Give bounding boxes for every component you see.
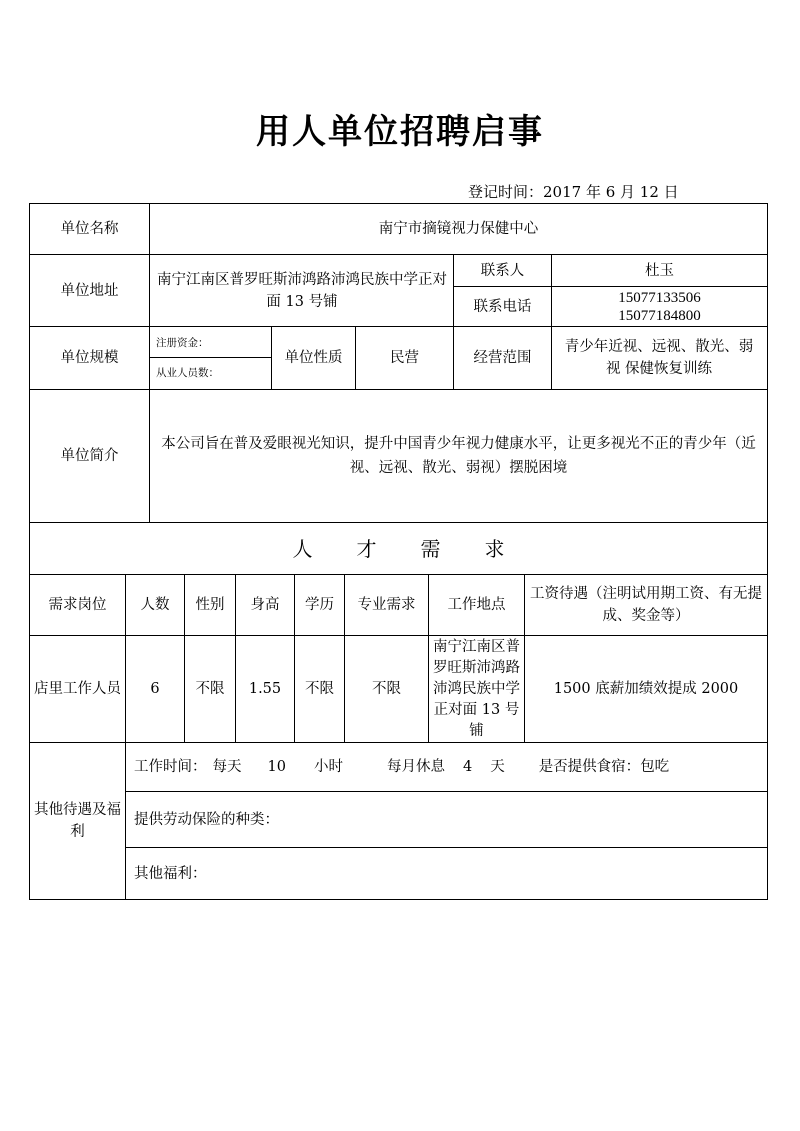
row-position: 店里工作人员 <box>34 681 121 697</box>
row-major: 不限 <box>372 681 401 697</box>
meals-label: 是否提供食宿： <box>538 759 641 775</box>
contact-value: 杜玉 <box>645 262 674 279</box>
company-address-label: 单位地址 <box>60 282 119 299</box>
talent-heading-char: 需 <box>420 536 441 561</box>
page-title: 用人单位招聘启事 <box>256 112 544 152</box>
row-count: 6 <box>150 681 160 697</box>
meals-value: 包吃 <box>640 759 670 775</box>
company-nature-label: 单位性质 <box>284 350 343 366</box>
header-major: 专业需求 <box>357 597 416 613</box>
row-gender: 不限 <box>195 681 225 697</box>
work-time-label: 工作时间： <box>134 759 207 775</box>
row-salary: 1500 底薪加绩效提成 2000 <box>553 681 739 697</box>
talent-heading-char: 才 <box>356 536 377 561</box>
phone-values <box>552 287 767 326</box>
daily-hours: 10 <box>267 759 286 775</box>
employee-count-label: 从业人员数： <box>156 367 219 379</box>
company-name-value: 南宁市摘镜视力保健中心 <box>378 221 539 237</box>
header-count: 人数 <box>140 597 170 613</box>
company-scale-label: 单位规模 <box>60 350 119 366</box>
company-address-value: 南宁江南区普罗旺斯沛鸿路沛鸿民族中学正对面 13 号铺 <box>157 271 447 310</box>
monthly-days: 4 <box>462 759 473 775</box>
business-scope-value: 青少年近视、远视、散光、弱视 保健恢复训练 <box>564 339 754 377</box>
row-education: 不限 <box>305 681 334 697</box>
talent-demand-heading <box>30 523 767 574</box>
header-height: 身高 <box>250 597 280 613</box>
daily-unit: 小时 <box>313 759 343 775</box>
business-scope-label: 经营范围 <box>473 350 532 366</box>
row-location: 南宁江南区普罗旺斯沛鸿路沛鸿民族中学正对面 13 号铺 <box>433 638 520 739</box>
header-position: 需求岗位 <box>48 597 107 613</box>
company-nature-value: 民营 <box>390 350 419 366</box>
company-intro-label: 单位简介 <box>60 448 119 464</box>
registered-capital-label: 注册资金： <box>156 337 209 349</box>
header-gender: 性别 <box>195 597 225 613</box>
monthly-unit: 天 <box>490 759 505 775</box>
phone-number-1: 15077133506 <box>618 289 701 306</box>
other-benefits-label: 其他福利： <box>134 865 207 882</box>
monthly-prefix: 每月休息 <box>386 759 445 775</box>
talent-heading-char: 求 <box>484 536 505 561</box>
header-location: 工作地点 <box>447 597 506 613</box>
company-name-label: 单位名称 <box>60 221 119 237</box>
contact-label: 联系人 <box>480 262 525 279</box>
benefits-label: 其他待遇及福利 <box>34 802 121 840</box>
phone-label: 联系电话 <box>473 298 532 315</box>
row-height: 1.55 <box>248 681 282 697</box>
company-intro-text: 本公司旨在普及爱眼视光知识，提升中国青少年视力健康水平，让更多视光不正的青少年（近视、远视、散光、弱视）摆脱困境 <box>161 436 756 476</box>
registration-value: 2017 年 6 月 12 日 <box>543 183 679 201</box>
header-salary: 工资待遇（注明试用期工资、有无提成、奖金等） <box>530 586 762 624</box>
registration-label: 登记时间： <box>468 183 544 201</box>
talent-heading-char: 人 <box>292 536 313 561</box>
phone-number-2: 15077184800 <box>618 307 701 324</box>
daily-prefix: 每天 <box>212 759 242 775</box>
work-time-row <box>134 743 764 791</box>
insurance-label: 提供劳动保险的种类： <box>134 811 279 828</box>
header-education: 学历 <box>305 597 334 613</box>
